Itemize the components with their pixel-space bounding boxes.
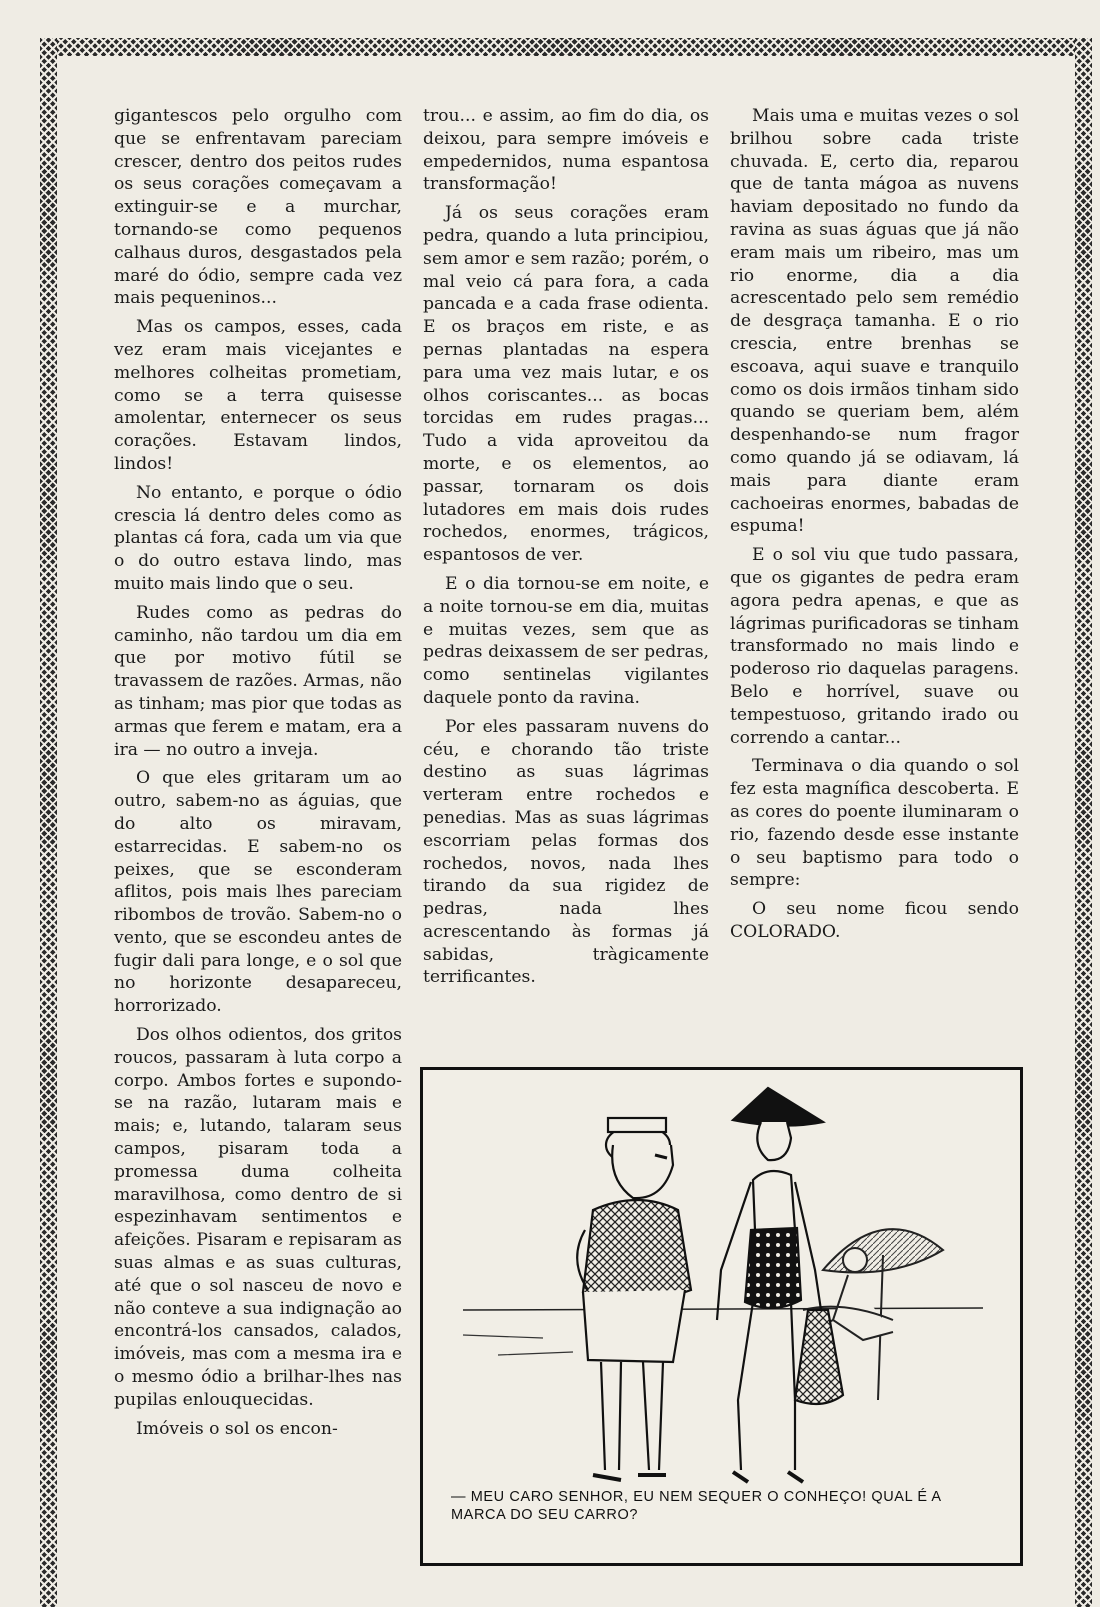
decorative-border-left xyxy=(40,38,57,1607)
cartoon-panel xyxy=(420,1067,1023,1566)
decorative-border-right xyxy=(1075,38,1092,1607)
text-column-2 xyxy=(423,105,709,995)
paragraph: Já os seus corações eram pedra, quando a luta principiou, sem amor e sem razão; porém, o mal veio cá para fora, a cada pancada e a cada frase odienta. E os braços em riste, e as pernas plantadas na espera para uma vez mais lutar, e os olhos coriscantes... as bocas torcidas em rudes pragas... Tudo a vida aproveitou da morte, e os elementos, ao passar, tornaram os dois lutadores em mais dois rudes rochedos, enormes, trágicos, espantosos de ver. xyxy=(423,203,709,566)
paragraph: Dos olhos odientos, dos gritos roucos, passaram à luta corpo a corpo. Ambos fortes e supondo-se na razão, lutaram mais e mais; e, lutando, talaram seus campos, pisaram toda a promessa duma colheita maravilhosa, como dentro de si espezinhavam sentimentos e afeições. Pisaram e repisaram as suas almas e as suas culturas, até que o sol nasceu de novo e não conteve a sua indignação ao encontrá-los cansados, calados, imóveis, mas com a mesma ira e o mesmo ódio a brilhar-lhes nas pupilas enlouquecidas. xyxy=(114,1025,402,1410)
paragraph: Por eles passaram nuvens do céu, e chorando tão triste destino as suas lágrimas verteram entre rochedos e penedias. Mas as suas lágrimas escorriam pelas formas dos rochedos, novos, nada lhes tirando da sua rigidez de pedras, nada lhes acrescentando às formas já sabidas, tràgicamente terrificantes. xyxy=(423,716,709,988)
paragraph: No entanto, e porque o ódio crescia lá dentro deles como as plantas cá fora, cada um via que o do outro estava lindo, mas muito mais lindo que o seu. xyxy=(114,482,402,594)
paragraph: trou... e assim, ao fim do dia, os deixou, para sempre imóveis e empedernidos, numa espantosa transformação! xyxy=(423,106,709,195)
paragraph: Mas os campos, esses, cada vez eram mais vicejantes e melhores colheitas prometiam, como se a terra quisesse amolentar, enternecer os seus corações. Estavam lindos, lindos! xyxy=(114,317,402,474)
paragraph: gigantescos pelo orgulho com que se enfrentavam pareciam crescer, dentro dos peitos rudes os seus corações começavam a extinguir-se e a murchar, tornando-se como pequenos calhaus duros, desgastados pela maré do ódio, sempre cada vez mais pequeninos... xyxy=(114,106,402,309)
paragraph: Terminava o dia quando o sol fez esta magnífica descoberta. E as cores do poente iluminaram o rio, fazendo desde esse instante o seu baptismo para todo o sempre: xyxy=(730,756,1019,891)
cartoon-caption: — MEU CARO SENHOR, EU NEM SEQUER O CONHEÇO! QUAL É A MARCA DO SEU CARRO? xyxy=(451,1489,941,1523)
text-column-1 xyxy=(114,105,402,1446)
paragraph: O que eles gritaram um ao outro, sabem-no as águias, que do alto os miravam, estarrecidas. E sabem-no os peixes, que se esconderam aflitos, pois mais lhes pareciam ribombos de trovão. Sabem-no o vento, que se escondeu antes de fugir dali para longe, e o sol que no horizonte desapareceu, horrorizado. xyxy=(114,768,402,1017)
paragraph: Imóveis o sol os encon- xyxy=(136,1418,338,1439)
paragraph: O seu nome ficou sendo COLORADO. xyxy=(730,899,1019,942)
paragraph: E o sol viu que tudo passara, que os gigantes de pedra eram agora pedra apenas, e que as lágrimas purificadoras se tinham transformado no mais lindo e poderoso rio daquelas paragens. Belo e horrível, suave ou tempestuoso, gritando irado ou correndo a cantar... xyxy=(730,545,1019,748)
paragraph: Rudes como as pedras do caminho, não tardou um dia em que por motivo fútil se travassem de razões. Armas, não as tinham; mas pior que todas as armas que ferem e matam, era a ira — no outro a inveja. xyxy=(114,602,402,760)
paragraph: Mais uma e muitas vezes o sol brilhou sobre cada triste chuvada. E, certo dia, reparou que de tanta mágoa as nuvens haviam depositado no fundo da ravina as suas águas que já não eram mais um ribeiro, mas um rio enorme, dia a dia acrescentado pelo sem remédio de desgraça tamanha. E o rio crescia, entre brenhas se escoava, aqui suave e tranquilo como os dois irmãos tinham sido quando se queriam bem, além despenhando-se num fragor como quando já se odiavam, lá mais para diante eram cachoeiras enormes, babadas de espuma! xyxy=(730,106,1019,537)
decorative-border-top xyxy=(40,38,1092,56)
horizon-line xyxy=(463,1308,983,1310)
text-column-3 xyxy=(730,105,1019,950)
paragraph: E o dia tornou-se em noite, e a noite tornou-se em dia, muitas e muitas vezes, sem que as pedras deixassem de ser pedras, como sentinelas vigilantes daquele ponto da ravina. xyxy=(423,573,709,708)
man-figure xyxy=(577,1118,691,1480)
woman-figure xyxy=(717,1088,843,1482)
wave-lines xyxy=(463,1335,573,1355)
